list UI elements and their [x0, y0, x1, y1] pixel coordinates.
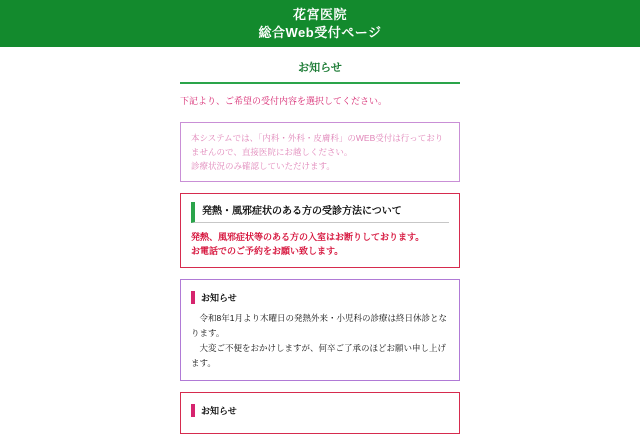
- fever-section-line2: お電話でのご予約をお願い致します。: [191, 246, 344, 256]
- fever-section-title: 発熱・風邪症状のある方の受診方法について: [191, 202, 449, 223]
- system-notice-line2: 診療状況のみ確認していただけます。: [191, 161, 335, 171]
- info-box-1-body: [191, 311, 449, 371]
- system-notice-line1: 本システムでは、「内科・外科・皮膚科」のWEB受付は行っておりませんので、直接医院にお越しください。: [191, 133, 444, 157]
- main-card: [166, 47, 474, 434]
- info-box-1-paragraph-1: 令和8年1月より木曜日の発熱外来・小児科の診療は終日休診となります。: [191, 313, 447, 338]
- fever-section-box: [180, 193, 460, 268]
- fever-section-line1: 発熱、風邪症状等のある方の入室はお断りしております。: [191, 232, 425, 242]
- info-box-2-label: お知らせ: [191, 404, 237, 417]
- info-box-1-paragraph-2: 大変ご不便をおかけしますが、何卒ご了承のほどお願い申し上げます。: [191, 343, 447, 368]
- notice-heading: お知らせ: [180, 59, 460, 84]
- system-notice-box: [180, 122, 460, 182]
- info-box-1-label: お知らせ: [191, 291, 237, 304]
- info-box-1: [180, 279, 460, 381]
- clinic-name: 花宮医院: [292, 7, 347, 22]
- site-header: [0, 0, 640, 47]
- page-title: 総合Web受付ページ: [258, 25, 382, 40]
- lead-text: 下記より、ご希望の受付内容を選択してください。: [180, 96, 388, 106]
- info-box-2: [180, 392, 460, 434]
